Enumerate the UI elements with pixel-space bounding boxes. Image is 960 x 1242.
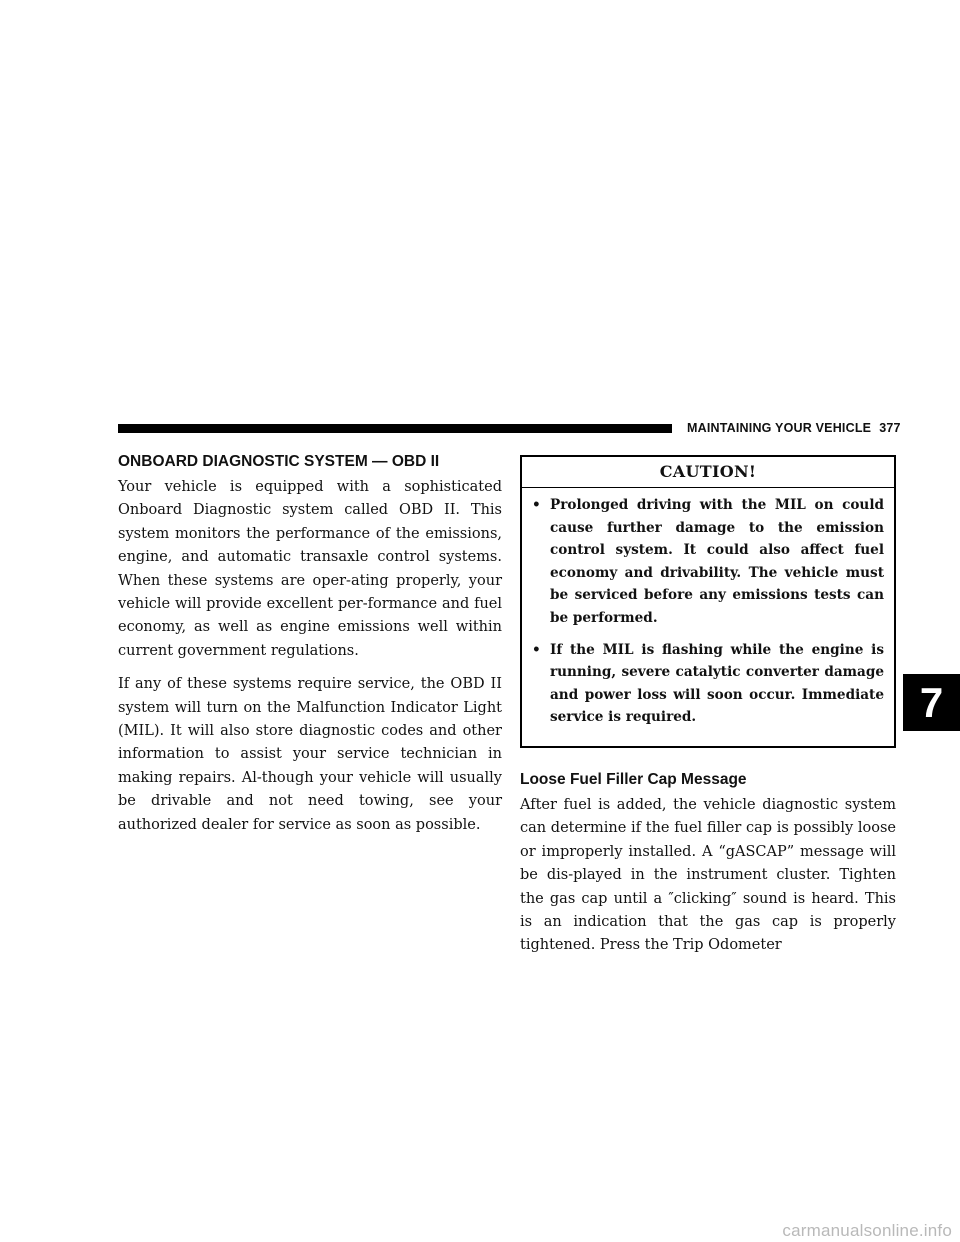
fuel-cap-heading: Loose Fuel Filler Cap Message — [520, 770, 747, 788]
caution-item — [532, 639, 884, 729]
caution-item — [532, 494, 884, 630]
running-header — [687, 421, 901, 435]
right-column — [520, 455, 896, 968]
bullet-icon: • — [532, 497, 541, 513]
fuel-cap-section — [520, 770, 896, 958]
caution-box — [520, 455, 896, 748]
caution-title: CAUTION! — [522, 457, 894, 488]
obd-paragraph-1: Your vehicle is equipped with a sophisticated Onboard Diagnostic system called OBD II. This system monitors the performance of the emissions, engine, and automatic transaxle control systems. When these systems are oper-ating properly, your vehicle will provide excellent per-formance and fuel economy, as well as engine emissions well within current government regulations. — [118, 479, 502, 659]
obd-paragraph-2: If any of these systems require service, the OBD II system will turn on the Malfunction Indicator Light (MIL). It will also store diagnostic codes and other information to assist your service technician in making repairs. Al-though your vehicle will usually be drivable and not need towing, see your authorized dealer for service as soon as possible. — [118, 676, 502, 833]
fuel-cap-paragraph: After fuel is added, the vehicle diagnostic system can determine if the fuel filler cap is possibly loose or improperly installed. A “gASCAP” message will be dis-played in the instrument cluster. Tighten the gas cap until a ″clicking″ sound is heard. This is an indication that the gas cap is properly tightened. Press the Trip Odometer — [520, 796, 896, 954]
caution-item-text: If the MIL is flashing while the engine is running, severe catalytic converter damage and power loss will soon occur. Immediate service is required. — [550, 641, 884, 726]
bullet-icon: • — [532, 641, 541, 658]
header-rule — [118, 424, 672, 433]
caution-list — [522, 488, 894, 729]
caution-item-text: Prolonged driving with the MIL on could cause further damage to the emission control system. It could also affect fuel economy and drivability. The vehicle must be serviced before any emissions tests can be performed. — [550, 497, 884, 626]
page-number: 377 — [879, 421, 901, 435]
obd-section-heading: ONBOARD DIAGNOSTIC SYSTEM — OBD II — [118, 453, 440, 470]
header-title-text: MAINTAINING YOUR VEHICLE — [687, 421, 872, 435]
watermark-text: carmanualsonline.info — [782, 1221, 952, 1240]
chapter-tab: 7 — [903, 674, 960, 731]
left-column — [118, 452, 502, 847]
